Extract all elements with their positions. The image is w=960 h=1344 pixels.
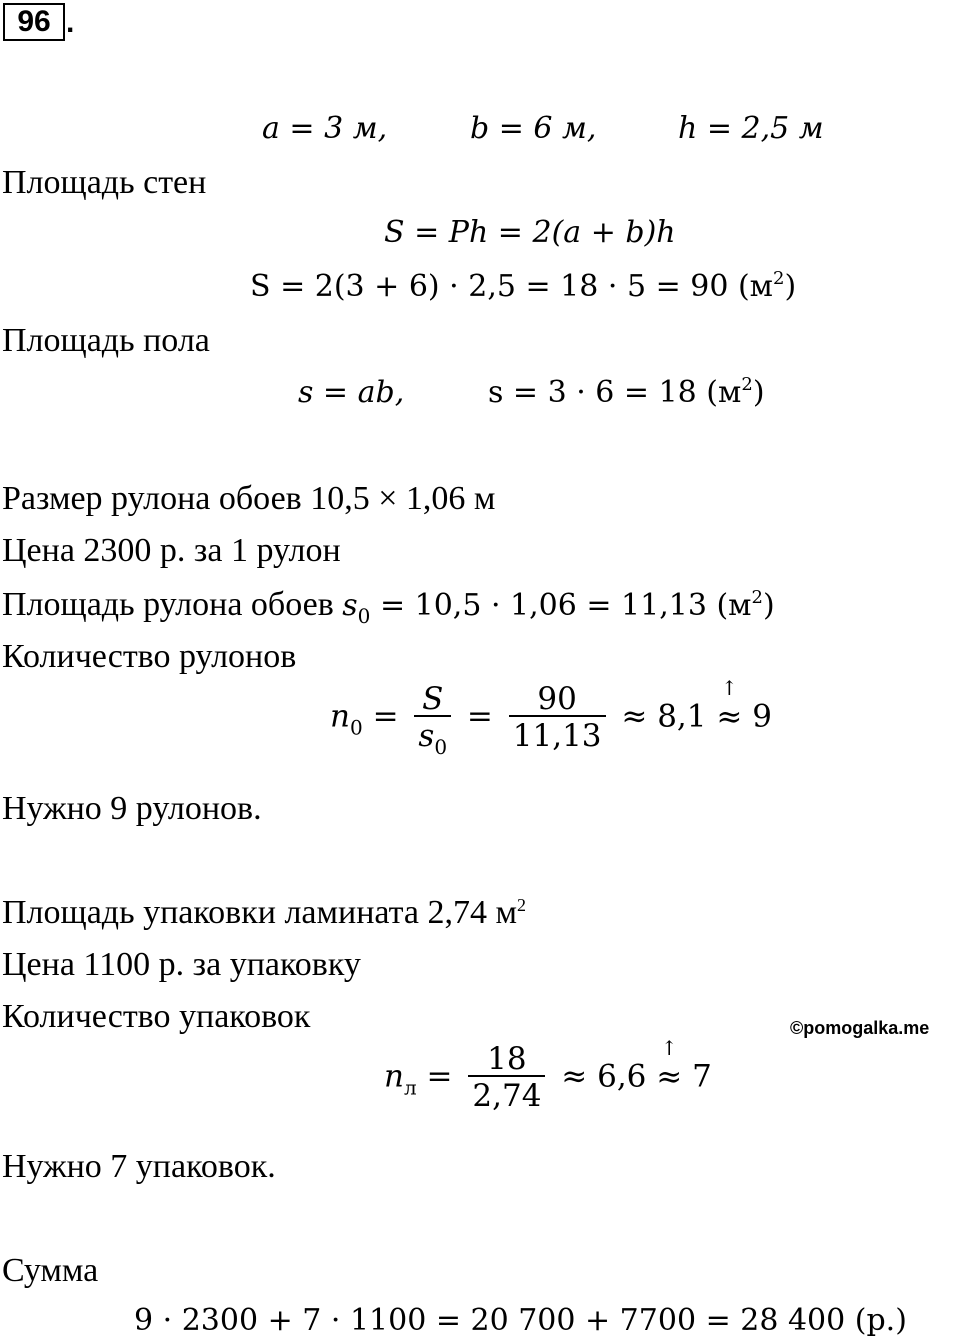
- given-b: b = 6 м,: [470, 111, 597, 146]
- wallpaper-size: Размер рулона обоев 10,5 × 1,06 м: [2, 480, 496, 517]
- wallpaper-conclusion: Нужно 9 рулонов.: [2, 790, 262, 827]
- watermark: ©pomogalka.me: [790, 1018, 930, 1038]
- laminate-count-formula: $n_л$ = $\frac{18}{2,74}$ ≈ 6,6 ↑ ≈ 7: [384, 1035, 712, 1114]
- wallpaper-price: Цена 2300 р. за 1 рулон: [2, 532, 341, 569]
- laminate-price: Цена 1100 р. за упаковку: [2, 946, 361, 983]
- walls-formula: S = Ph = 2(a + b)h: [384, 215, 676, 250]
- walls-label: Площадь стен: [2, 164, 207, 201]
- floor-label: Площадь пола: [2, 322, 210, 359]
- laminate-count-label: Количество упаковок: [2, 998, 311, 1035]
- problem-number: 96: [3, 3, 65, 41]
- laminate-area: Площадь упаковки ламината 2,74 $м^2$: [2, 894, 526, 931]
- walls-calc: S = 2(3 + 6) · 2,5 = 18 · 5 = 90 $(м^2)$: [250, 268, 797, 304]
- given-h: h = 2,5 м: [678, 111, 824, 146]
- problem-number-dot: .: [66, 6, 75, 39]
- given-a: a = 3 м,: [262, 111, 388, 146]
- wallpaper-count-formula: $n_0$ = $\frac{S}{s_0}$ = $\frac{90}{11,13}$ ≈ 8,1 ↑ ≈ 9: [330, 675, 772, 759]
- laminate-conclusion: Нужно 7 упаковок.: [2, 1148, 276, 1185]
- total-calc: 9 · 2300 + 7 · 1100 = 20 700 + 7700 = 28 400 (р.): [134, 1303, 907, 1338]
- total-label: Сумма: [2, 1252, 99, 1289]
- floor-calc: s = 3 · 6 = 18 $(м^2)$: [488, 374, 765, 410]
- wallpaper-count-label: Количество рулонов: [2, 638, 297, 675]
- floor-formula: s = ab,: [298, 375, 405, 410]
- wallpaper-area: Площадь рулона обоев $s_0 = 10,5 \cdot 1,06 = 11,13$ $(м^2)$: [2, 586, 775, 628]
